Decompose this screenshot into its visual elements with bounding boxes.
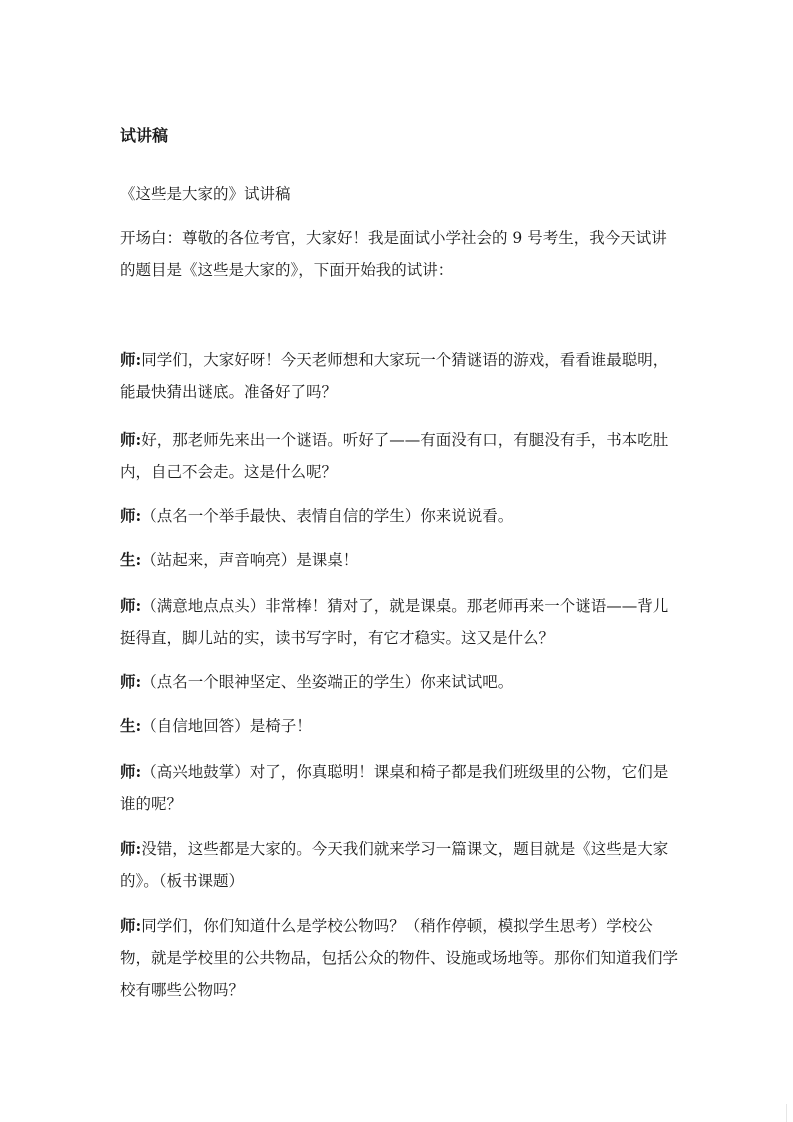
dialogue-line xyxy=(120,544,680,576)
dialogue-text: （点名一个眼神坚定、坐姿端正的学生）你来试试吧。 xyxy=(141,673,514,691)
dialogue-text: 好，那老师先来出一个谜语。听好了——有面没有口，有腿没有手，书本吃肚内，自己不会走。这是什么呢？ xyxy=(120,431,669,481)
dialogue-line xyxy=(120,666,680,698)
dialogue-line xyxy=(120,910,680,1006)
opening-paragraph: 开场白：尊敬的各位考官，大家好！我是面试小学社会的 9 号考生，我今天试讲的题目是《这些是大家的》，下面开始我的试讲： xyxy=(120,229,667,279)
dialogue-text: 同学们，你们知道什么是学校公物吗？（稍作停顿，模拟学生思考）学校公物，就是学校里的公共物品，包括公众的物件、设施或场地等。那你们知道我们学校有哪些公物吗？ xyxy=(120,917,679,999)
document-subtitle: 《这些是大家的》试讲稿 xyxy=(120,185,291,203)
dialogue-line xyxy=(120,833,680,897)
speaker-label: 师: xyxy=(120,350,142,369)
dialogue-line xyxy=(120,710,680,742)
speaker-label: 师: xyxy=(120,762,142,781)
speaker-label: 师: xyxy=(120,916,142,935)
dialogue-line xyxy=(120,344,680,408)
dialogue-line xyxy=(120,500,680,532)
dialogue-text: （站起来，声音响亮）是课桌！ xyxy=(141,551,359,569)
dialogue-text: （满意地点点头）非常棒！猜对了，就是课桌。那老师再来一个谜语——背儿挺得直，脚儿站的实，读书写字时，有它才稳实。这又是什么？ xyxy=(120,597,669,647)
dialogue-line xyxy=(120,424,680,488)
dialogue-text: 没错，这些都是大家的。今天我们就来学习一篇课文，题目就是《这些是大家的》。（板书课题） xyxy=(120,840,669,890)
dialogue-text: （自信地回答）是椅子！ xyxy=(141,717,312,735)
dialogue-text: （点名一个举手最快、表情自信的学生）你来说说看。 xyxy=(141,507,514,525)
speaker-label: 师: xyxy=(120,596,142,615)
speaker-label: 生: xyxy=(120,716,142,735)
document-heading: 试讲稿 xyxy=(120,126,169,145)
page-corner-mark xyxy=(786,1104,793,1122)
speaker-label: 师: xyxy=(120,672,142,691)
dialogue-text: 同学们，大家好呀！今天老师想和大家玩一个猜谜语的游戏，看看谁最聪明，能最快猜出谜底。准备好了吗？ xyxy=(120,351,669,401)
dialogue-line xyxy=(120,756,680,820)
dialogue-line xyxy=(120,590,680,654)
speaker-label: 师: xyxy=(120,430,142,449)
speaker-label: 师: xyxy=(120,839,142,858)
speaker-label: 生: xyxy=(120,550,142,569)
speaker-label: 师: xyxy=(120,506,142,525)
dialogue-text: （高兴地鼓掌）对了，你真聪明！课桌和椅子都是我们班级里的公物，它们是谁的呢？ xyxy=(120,763,669,813)
